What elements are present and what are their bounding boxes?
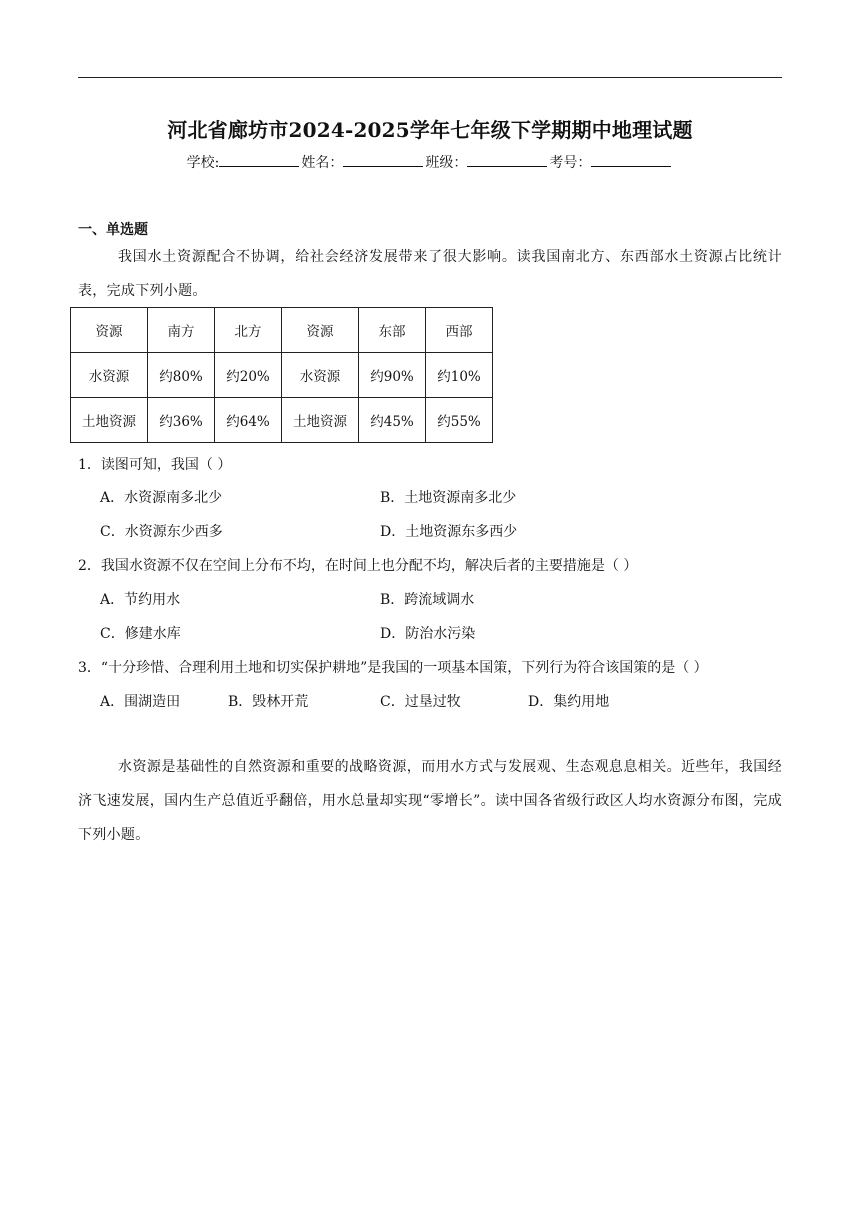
table-cell: 约45% xyxy=(359,398,426,443)
question-1-option-a[interactable]: A．水资源南多北少 xyxy=(100,490,223,506)
question-2-option-b[interactable]: B．跨流域调水 xyxy=(380,592,475,608)
resource-table xyxy=(70,307,493,443)
table-cell: 约20% xyxy=(215,353,282,398)
table-row xyxy=(71,398,493,443)
table-header-row xyxy=(71,308,493,353)
exam-title: 河北省廊坊市2024-2025学年七年级下学期期中地理试题 xyxy=(167,118,693,142)
name-label: 姓名： xyxy=(301,155,344,171)
question-3-option-d[interactable]: D．集约用地 xyxy=(528,694,610,710)
name-field[interactable] xyxy=(301,155,425,171)
section-heading: 一、单选题 xyxy=(78,222,148,238)
passage-2: 水资源是基础性的自然资源和重要的战略资源，而用水方式与发展观、生态观息息相关。近些年，我国经济飞速发展，国内生产总值近乎翻倍，用水总量却实现“零增长”。读中国各省级行政区人均水资源分布图，完成下列小题。 xyxy=(78,759,782,843)
exam-number-blank[interactable] xyxy=(591,154,671,167)
table-header-cell: 资源 xyxy=(71,308,148,353)
question-3-option-c[interactable]: C．过垦过牧 xyxy=(380,694,461,710)
question-1-option-b[interactable]: B．土地资源南多北少 xyxy=(380,490,517,506)
question-2-option-c[interactable]: C．修建水库 xyxy=(100,626,181,642)
class-label: 班级： xyxy=(425,155,468,171)
class-blank[interactable] xyxy=(467,154,547,167)
table-cell: 约64% xyxy=(215,398,282,443)
exam-number-label: 考号： xyxy=(549,155,592,171)
school-label: 学校: xyxy=(186,155,220,171)
question-3-option-a[interactable]: A．围湖造田 xyxy=(100,694,181,710)
passage-1: 我国水土资源配合不协调，给社会经济发展带来了很大影响。读我国南北方、东西部水土资源占比统计表，完成下列小题。 xyxy=(78,249,782,299)
name-blank[interactable] xyxy=(343,154,423,167)
question-2-stem: 2．我国水资源不仅在空间上分布不均，在时间上也分配不均，解决后者的主要措施是（ ） xyxy=(78,558,638,574)
student-info-line xyxy=(0,152,860,172)
table-cell: 约10% xyxy=(426,353,493,398)
question-2-option-a[interactable]: A．节约用水 xyxy=(100,592,181,608)
question-1-option-d[interactable]: D．土地资源东多西少 xyxy=(380,524,518,540)
table-header-cell: 东部 xyxy=(359,308,426,353)
table-cell: 土地资源 xyxy=(71,398,148,443)
question-3-option-b[interactable]: B．毁林开荒 xyxy=(228,694,309,710)
table-row xyxy=(71,353,493,398)
table-header-cell: 西部 xyxy=(426,308,493,353)
question-1-option-c[interactable]: C．水资源东少西多 xyxy=(100,524,223,540)
class-field[interactable] xyxy=(425,155,549,171)
table-header-cell: 资源 xyxy=(282,308,359,353)
school-blank[interactable] xyxy=(219,154,299,167)
exam-number-field[interactable] xyxy=(549,155,673,171)
table-cell: 土地资源 xyxy=(282,398,359,443)
question-1-stem: 1．读图可知，我国（ ） xyxy=(78,457,232,473)
question-2-option-d[interactable]: D．防治水污染 xyxy=(380,626,476,642)
table-header-cell: 南方 xyxy=(148,308,215,353)
table-cell: 约55% xyxy=(426,398,493,443)
table-cell: 约36% xyxy=(148,398,215,443)
table-cell: 约90% xyxy=(359,353,426,398)
table-header-cell: 北方 xyxy=(215,308,282,353)
table-cell: 约80% xyxy=(148,353,215,398)
table-cell: 水资源 xyxy=(282,353,359,398)
table-cell: 水资源 xyxy=(71,353,148,398)
question-3-stem: 3．“十分珍惜、合理利用土地和切实保护耕地”是我国的一项基本国策，下列行为符合该国策的是（ ） xyxy=(78,660,708,676)
school-field[interactable] xyxy=(187,155,302,171)
header-rule xyxy=(78,77,782,78)
